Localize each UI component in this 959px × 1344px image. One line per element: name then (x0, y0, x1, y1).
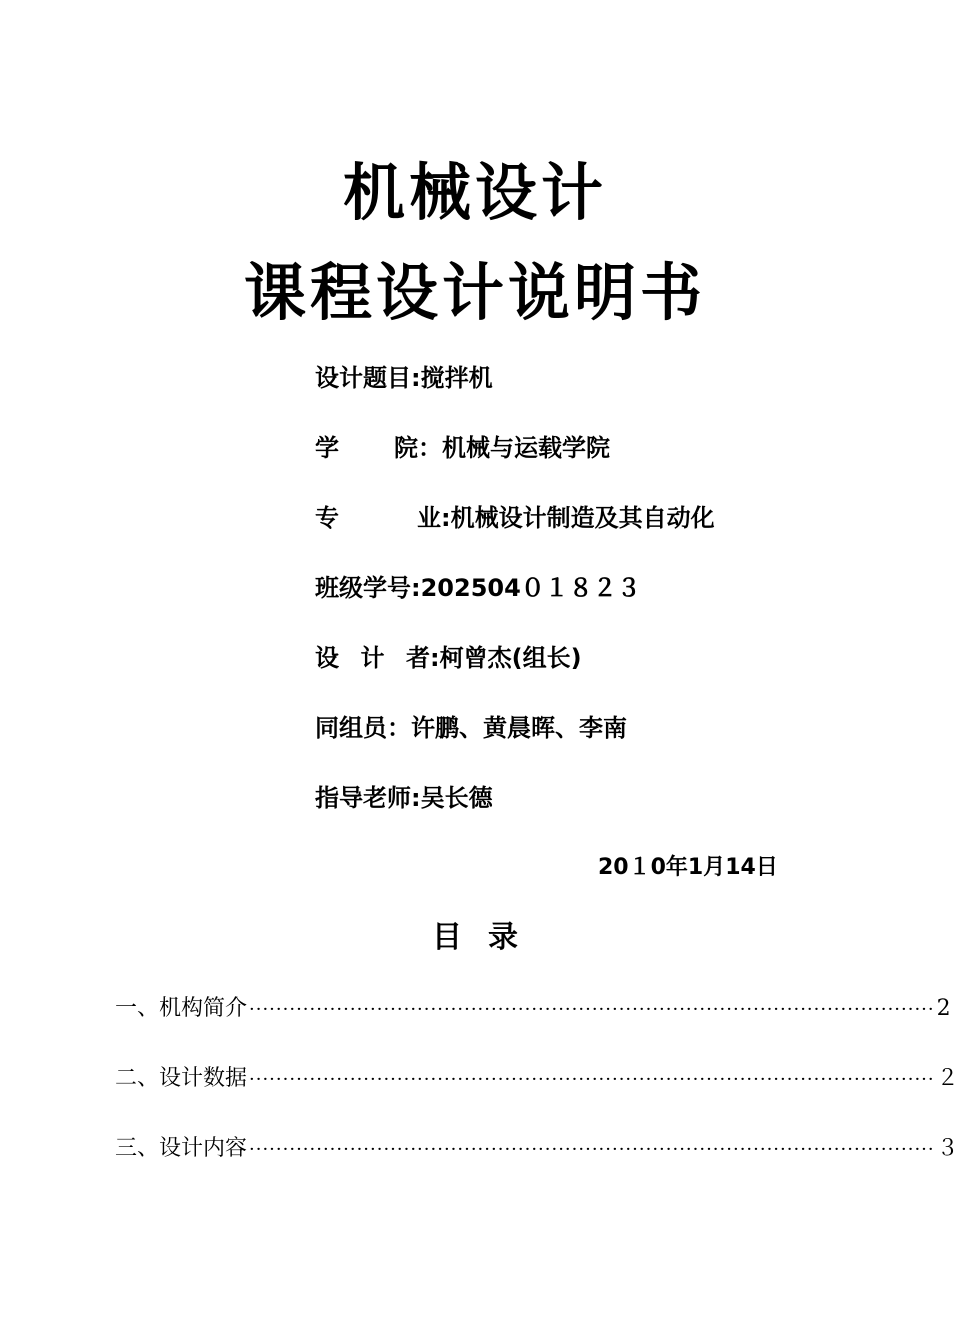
info-advisor (315, 782, 493, 814)
toc-item-label: 三、设计内容 (115, 1136, 248, 1161)
main-title: 机械设计 (342, 156, 607, 229)
info-topic (315, 362, 493, 394)
info-members-label: 同组员 (315, 714, 387, 742)
info-class-id-label: 班级学号 (315, 574, 411, 602)
info-college-label-a: 学 (315, 434, 339, 462)
toc-item-page: 2 (936, 996, 951, 1021)
info-designer-label-a: 设 (315, 644, 339, 672)
info-members (315, 712, 627, 744)
document-date: 20１0年1月14日 (598, 855, 778, 880)
toc-item-page: ２ (936, 1066, 959, 1091)
subtitle: 课程设计说明书 (243, 256, 706, 329)
info-college-sep: ： (418, 434, 442, 462)
info-topic-sep: : (411, 364, 421, 392)
toc-leader-dots: ······································································································ (249, 999, 935, 1020)
info-class-id-value: 202504０１８２３ (420, 574, 641, 602)
info-major-value: 机械设计制造及其自动化 (450, 504, 715, 532)
info-college-label-b: 院 (394, 434, 418, 462)
toc-item-label: 二、设计数据 (115, 1066, 248, 1091)
info-topic-value: 搅拌机 (420, 364, 493, 392)
info-college-label (315, 432, 418, 464)
info-advisor-label: 指导老师 (315, 784, 411, 812)
toc-title: 目录 (432, 920, 544, 955)
toc-leader-dots: ······································································································ (249, 1069, 935, 1090)
toc-leader-dots: ······································································································ (249, 1139, 935, 1160)
info-designer-value: 柯曾杰(组长) (439, 644, 582, 672)
info-major-sep: : (441, 504, 451, 532)
info-topic-label: 设计题目 (315, 364, 411, 392)
toc-item[interactable] (115, 1134, 959, 1165)
info-members-value: 许鹏、黄晨晖、李南 (411, 714, 627, 742)
info-class-id-sep: : (411, 574, 421, 602)
toc-item-page: ３ (936, 1136, 959, 1161)
info-college-value: 机械与运载学院 (442, 434, 610, 462)
info-advisor-sep: : (411, 784, 421, 812)
info-major-label (315, 502, 441, 534)
info-class-id (315, 572, 641, 604)
info-advisor-value: 吴长德 (420, 784, 493, 812)
toc-item[interactable] (115, 994, 951, 1025)
info-major (315, 502, 715, 534)
toc-item[interactable] (115, 1064, 959, 1095)
info-major-label-b: 业 (417, 504, 441, 532)
info-designer-label-b: 计 (360, 644, 385, 672)
info-major-label-a: 专 (315, 504, 339, 532)
info-college (315, 432, 610, 464)
info-designer-label (315, 642, 430, 674)
info-designer-label-c: 者 (406, 644, 430, 672)
info-designer (315, 642, 582, 674)
info-members-sep: ： (387, 714, 411, 742)
toc-item-label: 一、机构简介 (115, 996, 248, 1021)
info-designer-sep: : (430, 644, 440, 672)
